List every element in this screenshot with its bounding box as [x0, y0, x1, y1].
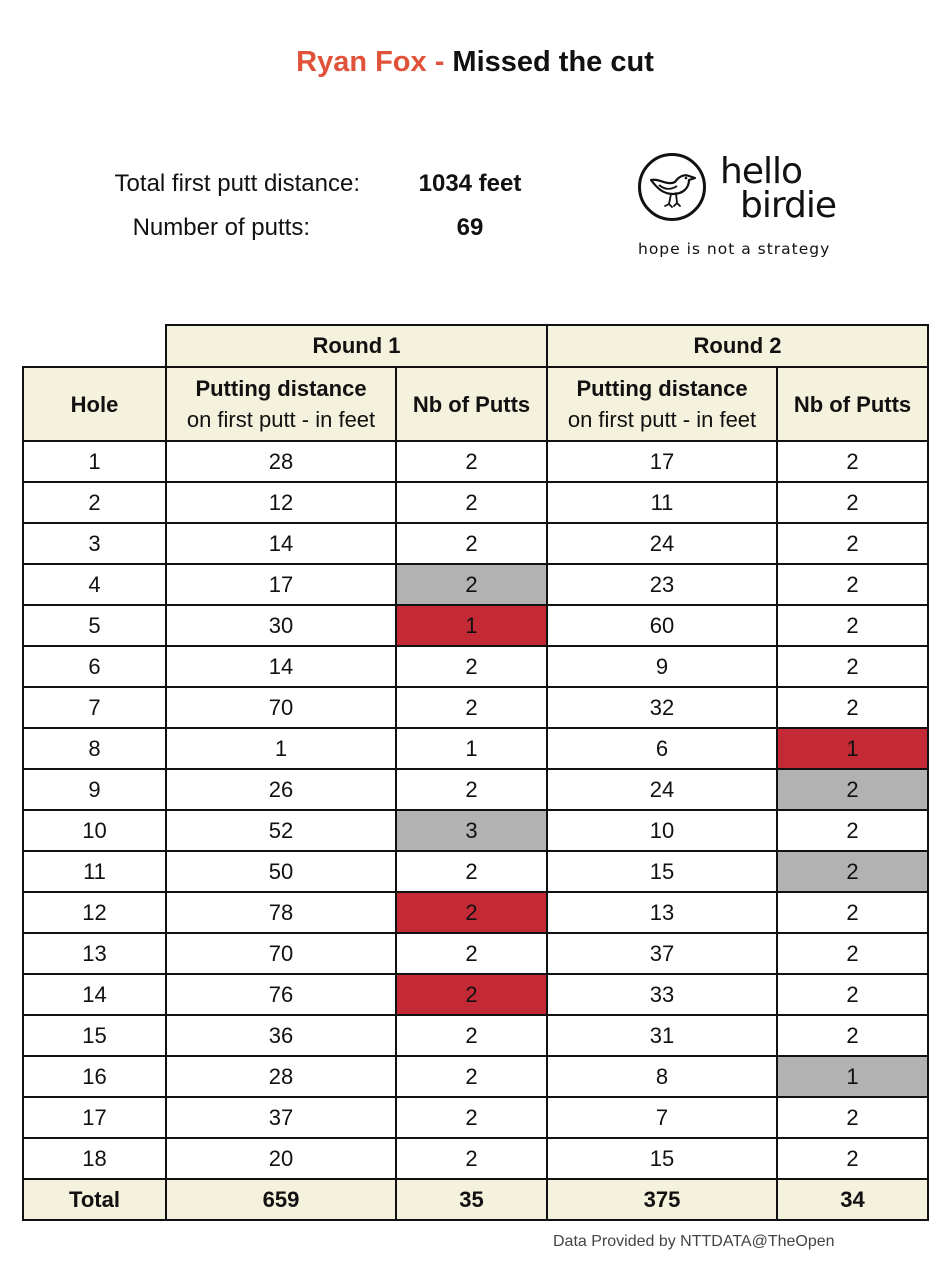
r2-distance-cell: 31: [547, 1015, 777, 1056]
table-row: [23, 851, 928, 892]
round-1-header: Round 1: [166, 325, 547, 367]
number-of-putts-value: 69: [456, 214, 484, 241]
r1-putts-cell: 2: [396, 523, 547, 564]
r2-putts-cell: 2: [777, 482, 928, 523]
round-2-header: Round 2: [547, 325, 928, 367]
r2-putts-cell: 2: [777, 769, 928, 810]
r2-distance-cell: 37: [547, 933, 777, 974]
logo-circle: [638, 153, 706, 221]
hole-cell: 9: [23, 769, 166, 810]
r2-distance-cell: 7: [547, 1097, 777, 1138]
r1-distance-cell: 26: [166, 769, 396, 810]
r1-distance-cell: 12: [166, 482, 396, 523]
hello-birdie-logo: [636, 150, 846, 262]
table-row: [23, 646, 928, 687]
r2-distance-cell: 6: [547, 728, 777, 769]
r1-total-distance: 659: [166, 1179, 396, 1220]
r2-putts-cell: 2: [777, 974, 928, 1015]
table-row: [23, 564, 928, 605]
r2-distance-cell: 10: [547, 810, 777, 851]
hole-cell: 8: [23, 728, 166, 769]
r1-distance-cell: 50: [166, 851, 396, 892]
r2-putts-cell: 2: [777, 605, 928, 646]
r1-distance-cell: 70: [166, 933, 396, 974]
hole-cell: 13: [23, 933, 166, 974]
table-row: [23, 933, 928, 974]
hole-cell: 11: [23, 851, 166, 892]
r1-distance-cell: 37: [166, 1097, 396, 1138]
blank-corner: [23, 325, 166, 367]
r2-putts-cell: 2: [777, 810, 928, 851]
hole-cell: 14: [23, 974, 166, 1015]
r2-putts-cell: 2: [777, 646, 928, 687]
hole-cell: 17: [23, 1097, 166, 1138]
r1-distance-cell: 14: [166, 523, 396, 564]
r2-distance-cell: 13: [547, 892, 777, 933]
table-row: [23, 441, 928, 482]
round-header-row: [23, 325, 928, 367]
table-row: [23, 728, 928, 769]
r1-distance-cell: 78: [166, 892, 396, 933]
hole-cell: 16: [23, 1056, 166, 1097]
hole-cell: 12: [23, 892, 166, 933]
hole-cell: 7: [23, 687, 166, 728]
logo-word-birdie: birdie: [740, 185, 837, 226]
r1-putts-cell: 2: [396, 482, 547, 523]
r1-distance-cell: 28: [166, 1056, 396, 1097]
r2-distance-cell: 33: [547, 974, 777, 1015]
r2-putts-cell: 2: [777, 523, 928, 564]
table-row: [23, 810, 928, 851]
r1-putts-cell: 2: [396, 892, 547, 933]
r2-putts-cell: 1: [777, 728, 928, 769]
r1-distance-cell: 70: [166, 687, 396, 728]
column-header-row: [23, 367, 928, 441]
r2-putts-cell: 2: [777, 1138, 928, 1179]
r2-distance-cell: 24: [547, 769, 777, 810]
player-name: Ryan Fox -: [296, 46, 445, 78]
r1-distance-cell: 76: [166, 974, 396, 1015]
r2-distance-header: [547, 367, 777, 441]
table-row: [23, 605, 928, 646]
bird-icon: [649, 166, 697, 210]
hole-cell: 1: [23, 441, 166, 482]
table-row: [23, 769, 928, 810]
hole-cell: 2: [23, 482, 166, 523]
total-row: [23, 1179, 928, 1220]
r2-putts-cell: 2: [777, 687, 928, 728]
r1-putts-cell: 1: [396, 605, 547, 646]
r2-putts-header: Nb of Putts: [777, 367, 928, 441]
r1-putts-cell: 2: [396, 646, 547, 687]
hole-cell: 10: [23, 810, 166, 851]
r2-putts-cell: 2: [777, 564, 928, 605]
total-distance-label: Total first putt distance:: [114, 170, 360, 197]
r1-distance-cell: 17: [166, 564, 396, 605]
r1-putts-cell: 2: [396, 687, 547, 728]
r2-putts-cell: 2: [777, 1097, 928, 1138]
r1-putts-cell: 2: [396, 974, 547, 1015]
distance-header-main: Putting distance: [195, 376, 367, 401]
distance-header-main: Putting distance: [576, 376, 748, 401]
r1-putts-cell: 2: [396, 933, 547, 974]
r2-distance-cell: 32: [547, 687, 777, 728]
r2-distance-cell: 60: [547, 605, 777, 646]
logo-tagline: hope is not a strategy: [638, 240, 831, 258]
table-row: [23, 687, 928, 728]
r2-total-putts: 34: [777, 1179, 928, 1220]
r2-putts-cell: 2: [777, 892, 928, 933]
hole-cell: 3: [23, 523, 166, 564]
r2-distance-cell: 11: [547, 482, 777, 523]
hole-cell: 5: [23, 605, 166, 646]
r1-putts-cell: 2: [396, 1015, 547, 1056]
r1-putts-cell: 2: [396, 769, 547, 810]
total-label: Total: [23, 1179, 166, 1220]
r1-distance-cell: 14: [166, 646, 396, 687]
r2-putts-cell: 2: [777, 851, 928, 892]
r1-putts-cell: 2: [396, 851, 547, 892]
distance-header-sub: on first putt - in feet: [567, 407, 757, 432]
r1-putts-header: Nb of Putts: [396, 367, 547, 441]
table-row: [23, 892, 928, 933]
r1-distance-header: [166, 367, 396, 441]
r2-putts-cell: 1: [777, 1056, 928, 1097]
table-row: [23, 1097, 928, 1138]
hole-cell: 4: [23, 564, 166, 605]
total-distance-value: 1034 feet: [418, 170, 522, 197]
r2-total-distance: 375: [547, 1179, 777, 1220]
table-row: [23, 1056, 928, 1097]
r1-putts-cell: 3: [396, 810, 547, 851]
r1-distance-cell: 36: [166, 1015, 396, 1056]
r1-total-putts: 35: [396, 1179, 547, 1220]
distance-header-sub: on first putt - in feet: [186, 407, 376, 432]
r1-putts-cell: 2: [396, 1056, 547, 1097]
hole-cell: 6: [23, 646, 166, 687]
data-credit: Data Provided by NTTDATA@TheOpen: [553, 1233, 835, 1250]
r1-putts-cell: 2: [396, 1097, 547, 1138]
r1-putts-cell: 2: [396, 1138, 547, 1179]
cut-status: Missed the cut: [444, 46, 654, 78]
r1-putts-cell: 1: [396, 728, 547, 769]
r2-distance-cell: 8: [547, 1056, 777, 1097]
hole-header: Hole: [23, 367, 166, 441]
r2-distance-cell: 9: [547, 646, 777, 687]
hole-cell: 18: [23, 1138, 166, 1179]
table-row: [23, 482, 928, 523]
r2-distance-cell: 23: [547, 564, 777, 605]
page-title: [0, 46, 950, 79]
r1-putts-cell: 2: [396, 441, 547, 482]
number-of-putts-label: Number of putts:: [132, 214, 310, 241]
r1-distance-cell: 52: [166, 810, 396, 851]
r2-distance-cell: 17: [547, 441, 777, 482]
r2-putts-cell: 2: [777, 1015, 928, 1056]
r1-putts-cell: 2: [396, 564, 547, 605]
table-row: [23, 1015, 928, 1056]
table-row: [23, 1138, 928, 1179]
r1-distance-cell: 30: [166, 605, 396, 646]
logo-word-hello: hello: [720, 151, 802, 192]
r2-putts-cell: 2: [777, 441, 928, 482]
r2-distance-cell: 15: [547, 1138, 777, 1179]
table-row: [23, 523, 928, 564]
r2-distance-cell: 15: [547, 851, 777, 892]
r2-putts-cell: 2: [777, 933, 928, 974]
r2-distance-cell: 24: [547, 523, 777, 564]
r1-distance-cell: 20: [166, 1138, 396, 1179]
putting-table: [22, 324, 929, 1221]
r1-distance-cell: 28: [166, 441, 396, 482]
hole-cell: 15: [23, 1015, 166, 1056]
r1-distance-cell: 1: [166, 728, 396, 769]
table-row: [23, 974, 928, 1015]
